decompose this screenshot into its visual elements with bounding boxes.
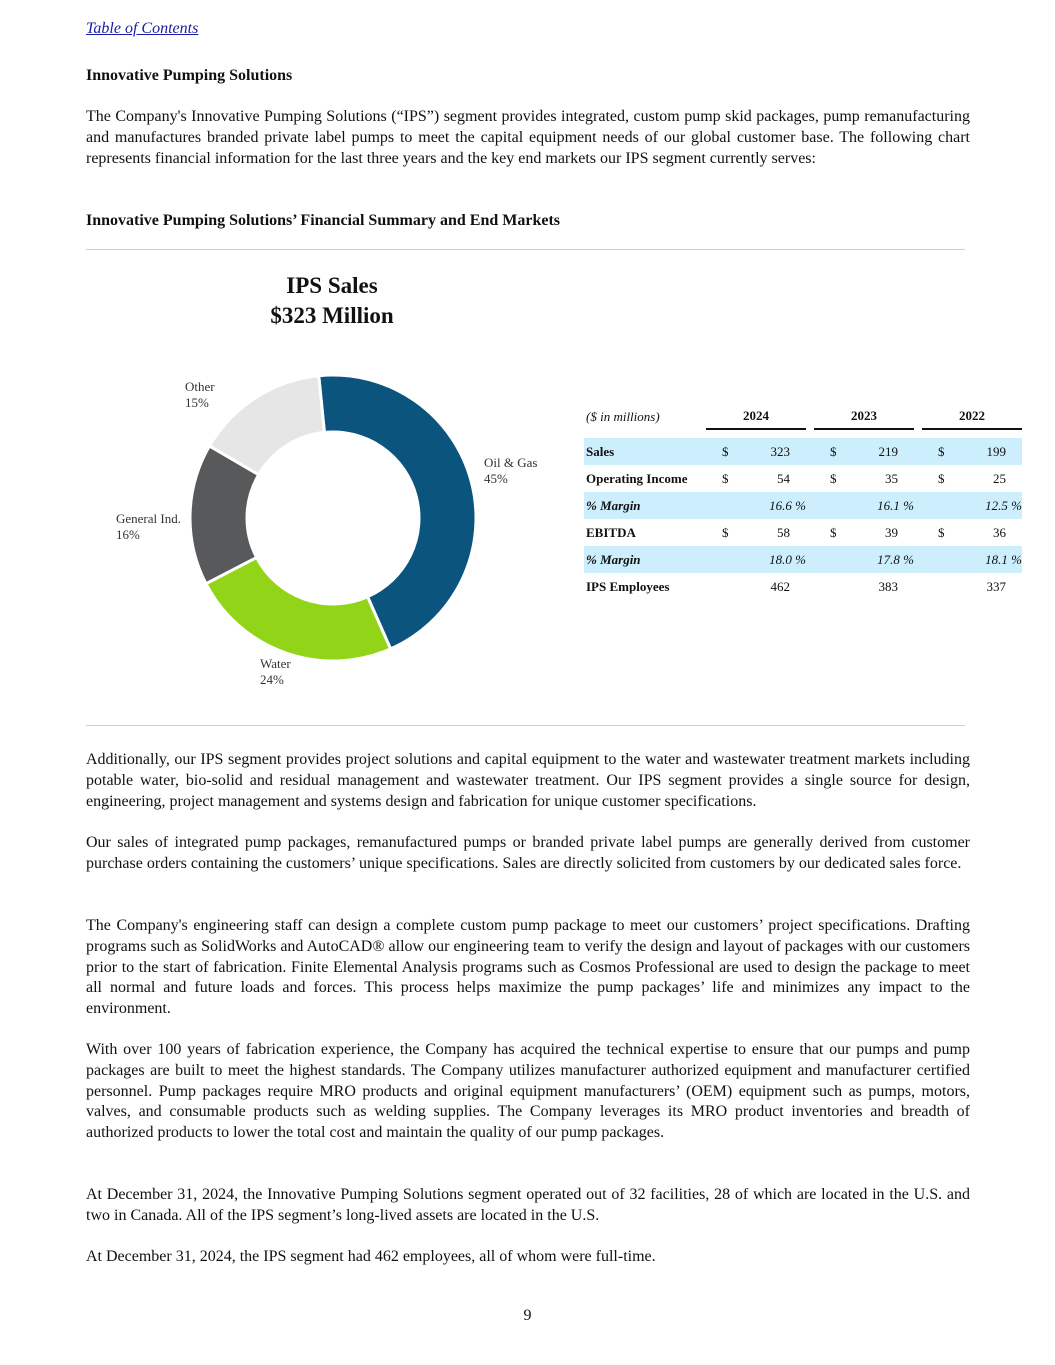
currency-symbol: $ <box>722 524 729 540</box>
currency-symbol: $ <box>938 524 945 540</box>
currency-symbol <box>706 573 736 600</box>
body-paragraph: At December 31, 2024, the Innovative Pumping Solutions segment operated out of 32 facilities, 28 of which are located in the U.S. and two in Canada. All of the IPS segment’s long-lived assets are located in the U.S. <box>86 1186 970 1224</box>
table-of-contents-link[interactable]: Table of Contents <box>86 20 199 37</box>
slice-name-general-ind: General Ind. <box>116 511 181 526</box>
chart-title <box>232 271 432 331</box>
currency-symbol <box>814 573 844 600</box>
year-header: 2024 <box>706 404 806 429</box>
divider-top <box>86 249 965 250</box>
currency-symbol <box>922 573 952 600</box>
intro-paragraph: The Company's Innovative Pumping Solutions (“IPS”) segment provides integrated, custom pump skid packages, pump remanufacturing and manufactures branded private label pumps to meet the capital equipment needs of our global customer base. The following chart represents financial information for the last three years and the key end markets our IPS segment currently serves: <box>86 108 970 167</box>
table-row <box>584 546 1022 573</box>
currency-symbol <box>922 546 952 573</box>
slice-pct-other: 15% <box>185 395 209 410</box>
currency-symbol <box>814 492 844 519</box>
cell-value: 16.1 % <box>844 492 914 519</box>
currency-symbol: $ <box>706 438 736 465</box>
cell-value: 36 <box>993 524 1006 540</box>
currency-symbol: $ <box>922 438 952 465</box>
row-label: % Margin <box>584 546 698 573</box>
body-paragraph: Our sales of integrated pump packages, remanufactured pumps or branded private label pumps are generally derived from customer purchase orders containing the customers’ unique specifications. Sales are directly solicited from customers by our dedicated sales force. <box>86 834 970 872</box>
slice-label-water <box>260 656 291 688</box>
body-paragraph: At December 31, 2024, the IPS segment had 462 employees, all of whom were full-time. <box>86 1248 656 1265</box>
year-header: 2022 <box>922 404 1022 429</box>
row-label: Operating Income <box>586 470 688 486</box>
currency-symbol <box>922 492 952 519</box>
body-paragraph: Additionally, our IPS segment provides project solutions and capital equipment to the water and wastewater treatment markets including potable water, bio-solid and residual management and wastewater treatment. Our IPS segment provides a single source for design, engineering, project management and systems design and fabrication for unique customer specifications. <box>86 751 970 810</box>
page-number: 9 <box>523 1307 532 1324</box>
section-heading: Innovative Pumping Solutions <box>86 67 293 84</box>
table-row <box>584 573 1022 600</box>
currency-symbol: $ <box>814 438 844 465</box>
slice-label-general-ind <box>116 511 181 543</box>
summary-heading: Innovative Pumping Solutions’ Financial Summary and End Markets <box>86 212 561 229</box>
chart-title-line2: $323 Million <box>270 303 394 328</box>
cell-value: 323 <box>736 438 806 465</box>
cell-value: 383 <box>878 578 898 594</box>
currency-symbol: $ <box>830 524 837 540</box>
table-row <box>584 465 1022 492</box>
body-paragraph: With over 100 years of fabrication experience, the Company has acquired the technical expertise to ensure that our pumps and pump packages are built to meet the highest standards. The Company utilizes manufacturer authorized equipment and manufacturer certified personnel. Pump packages require MRO products and original equipment manufacturers’ (OEM) equipment such as pumps, motors, valves, and consumable products such as welding supplies. The Company leverages its MRO product inventories and breadth of authorized products to lower the total cost and maintain the quality of our pump packages. <box>86 1041 970 1142</box>
chart-title-line1: IPS Sales <box>286 273 378 298</box>
slice-water <box>206 557 391 661</box>
table-row <box>584 438 1022 465</box>
slice-label-other <box>185 379 215 411</box>
currency-symbol: $ <box>938 470 945 486</box>
slice-name-water: Water <box>260 656 291 671</box>
units-label: ($ in millions) <box>586 408 660 424</box>
cell-value: 25 <box>993 470 1006 486</box>
cell-value: 35 <box>885 470 898 486</box>
table-row <box>584 492 1022 519</box>
slice-pct-general-ind: 16% <box>116 527 140 542</box>
cell-value: 39 <box>885 524 898 540</box>
row-label: % Margin <box>584 492 698 519</box>
row-label: EBITDA <box>586 524 636 540</box>
cell-value: 18.0 % <box>736 546 806 573</box>
cell-value: 54 <box>777 470 790 486</box>
cell-value: 219 <box>844 438 914 465</box>
cell-value: 18.1 % <box>952 546 1022 573</box>
body-paragraph: The Company's engineering staff can design a complete custom pump package to meet our customers’ project specifications. Drafting programs such as SolidWorks and AutoCAD® allow our engineering team to verify the design and layout of packages with our customers prior to the start of fabrication. Finite Elemental Analysis programs such as Cosmos Professional are used to design the package to meet all normal and future loads and forces. This process helps maximize the pump packages’ life and minimizes any impact to the environment. <box>86 917 970 1018</box>
currency-symbol: $ <box>830 470 837 486</box>
cell-value: 12.5 % <box>952 492 1022 519</box>
slice-label-oil-gas <box>484 455 537 487</box>
cell-value: 16.6 % <box>736 492 806 519</box>
slice-pct-water: 24% <box>260 672 284 687</box>
cell-value: 17.8 % <box>844 546 914 573</box>
table-header-row <box>584 404 1022 429</box>
row-label: Sales <box>584 438 698 465</box>
currency-symbol <box>814 546 844 573</box>
table-row <box>584 519 1022 546</box>
currency-symbol <box>706 492 736 519</box>
slice-name-other: Other <box>185 379 215 394</box>
slice-name-oil-gas: Oil & Gas <box>484 455 538 470</box>
year-header: 2023 <box>814 404 914 429</box>
row-label: IPS Employees <box>586 578 670 594</box>
financial-summary-table <box>584 404 1022 600</box>
currency-symbol <box>706 546 736 573</box>
cell-value: 462 <box>770 578 790 594</box>
currency-symbol: $ <box>722 470 729 486</box>
slice-pct-oil-gas: 45% <box>484 471 508 486</box>
cell-value: 58 <box>777 524 790 540</box>
divider-bottom <box>86 725 965 726</box>
cell-value: 337 <box>986 578 1006 594</box>
cell-value: 199 <box>952 438 1022 465</box>
